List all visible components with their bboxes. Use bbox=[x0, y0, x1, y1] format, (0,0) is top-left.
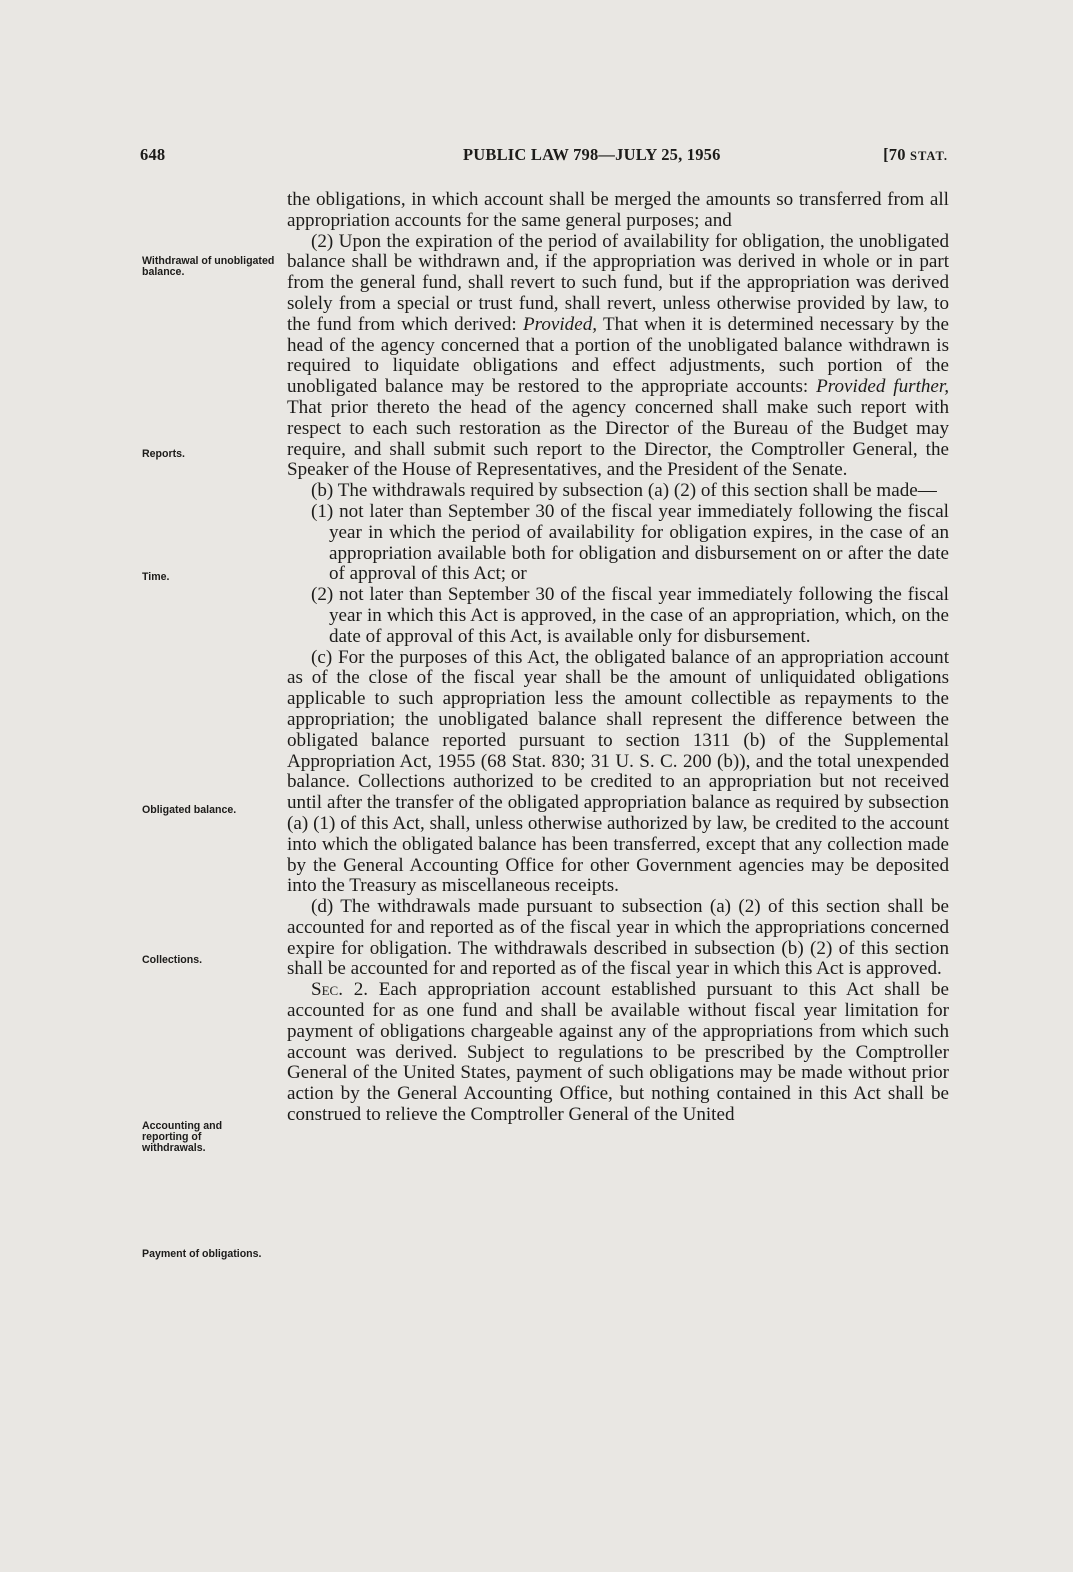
paragraph-b2: (2) not later than September 30 of the fiscal year immediately following the fiscal year in which this Act is approved, in the case of an appropriation, which, on the date of approval of this Act, is available only for disbursement. bbox=[311, 584, 949, 647]
statute-suffix: STAT. bbox=[910, 149, 948, 163]
margin-note-withdrawal: Withdrawal of unobligated balance. bbox=[142, 255, 275, 278]
provided-further-term: Provided further, bbox=[816, 376, 949, 398]
paragraph-b1: (1) not later than September 30 of the fiscal year immediately following the fiscal year in which the period of availability for obligation expires, in the case of an appropriation available both for obligation and disbursement on or after the date of approval of this Act; or bbox=[311, 500, 949, 585]
margin-note-time: Time. bbox=[142, 571, 170, 583]
page-header bbox=[140, 145, 948, 171]
paragraph-a2-text-1: (2) Upon the expiration of the period of availability for obligation, the unobligated balance shall be withdrawn and, if the appropriation was derived in whole or in part from the general fund, shall revert to such fund, but if the appropriation was derived solely from a special or trust fund, shall revert, unless otherwise provided by law, to the fund from which derived: bbox=[287, 230, 949, 335]
margin-note-collections: Collections. bbox=[142, 954, 203, 966]
body-text bbox=[287, 190, 949, 1126]
section-2-label: Sec. 2. bbox=[311, 979, 369, 1001]
provided-term: Provided, bbox=[522, 313, 598, 335]
paragraph-b: (b) The withdrawals required by subsection (a) (2) of this section shall be made— bbox=[311, 480, 937, 502]
paragraph-continuation: the obligations, in which account shall be merged the amounts so transferred from all appropriation accounts for the same general purposes; and bbox=[287, 189, 949, 231]
margin-note-accounting: Accounting and reporting of withdrawals. bbox=[142, 1120, 223, 1154]
page-number: 648 bbox=[140, 145, 166, 164]
paragraph-a2 bbox=[287, 232, 949, 482]
paragraph-a2-text-3: That prior thereto the head of the agency concerned shall make such report with respect to each such restoration as the Director of the Bureau of the Budget may require, and shall submit such report to the Director, the Comptroller General, the Speaker of the House of Representatives, and the President of the Senate. bbox=[287, 396, 949, 481]
paragraph-a2-text-2: That when it is determined necessary by the head of the agency concerned that a portion of the unobligated balance withdrawn is required to liquidate obligations and effect adjustments, such portion of the unobligated balance may be restored to the appropriate accounts: bbox=[287, 313, 949, 398]
section-2 bbox=[287, 980, 949, 1126]
margin-note-payment: Payment of obligations. bbox=[142, 1248, 262, 1260]
paragraph-c: (c) For the purposes of this Act, the obligated balance of an appropriation account as of the close of the fiscal year shall be the amount of unliquidated obligations applicable to such appropriation less the amount collectible as repayments to the appropriation; the unobligated balance shall represent the difference between the obligated balance reported pursuant to section 1311 (b) of the Supplemental Appropriation Act, 1955 (68 Stat. 830; 31 U. S. C. 200 (b)), and the total unexpended balance. Collections authorized to be credited to an appropriation but not received until after the transfer of the obligated appropriation balance as required by subsection (a) (1) of this Act, shall, unless otherwise authorized by law, be credited to the account into which the obligated balance has been transferred, except that any collection made by the General Accounting Office for other Government agencies may be deposited into the Treasury as miscellaneous receipts. bbox=[287, 646, 949, 897]
margin-note-reports: Reports. bbox=[142, 448, 185, 460]
margin-note-obligated-balance: Obligated balance. bbox=[142, 804, 237, 816]
statute-prefix: [70 bbox=[883, 145, 910, 164]
paragraph-d: (d) The withdrawals made pursuant to subsection (a) (2) of this section shall be accounted for and reported as of the fiscal year in which the appropriations concerned expire for obligation. The withdrawals described in subsection (b) (2) of this section shall be accounted for and reported as of the fiscal year in which this Act is approved. bbox=[287, 896, 949, 980]
running-title: PUBLIC LAW 798—JULY 25, 1956 bbox=[463, 145, 721, 164]
statute-reference bbox=[883, 145, 948, 165]
section-2-text: Each appropriation account established pursuant to this Act shall be accounted for as one fund and shall be available without fiscal year limitation for payment of obligations chargeable against any of the appropriations from which such account was derived. Subject to regulations to be prescribed by the Comptroller General of the United States, payment of such obligations may be made without prior action by the General Accounting Office, but nothing contained in this Act shall be construed to relieve the Comptroller General of the United bbox=[287, 979, 949, 1126]
